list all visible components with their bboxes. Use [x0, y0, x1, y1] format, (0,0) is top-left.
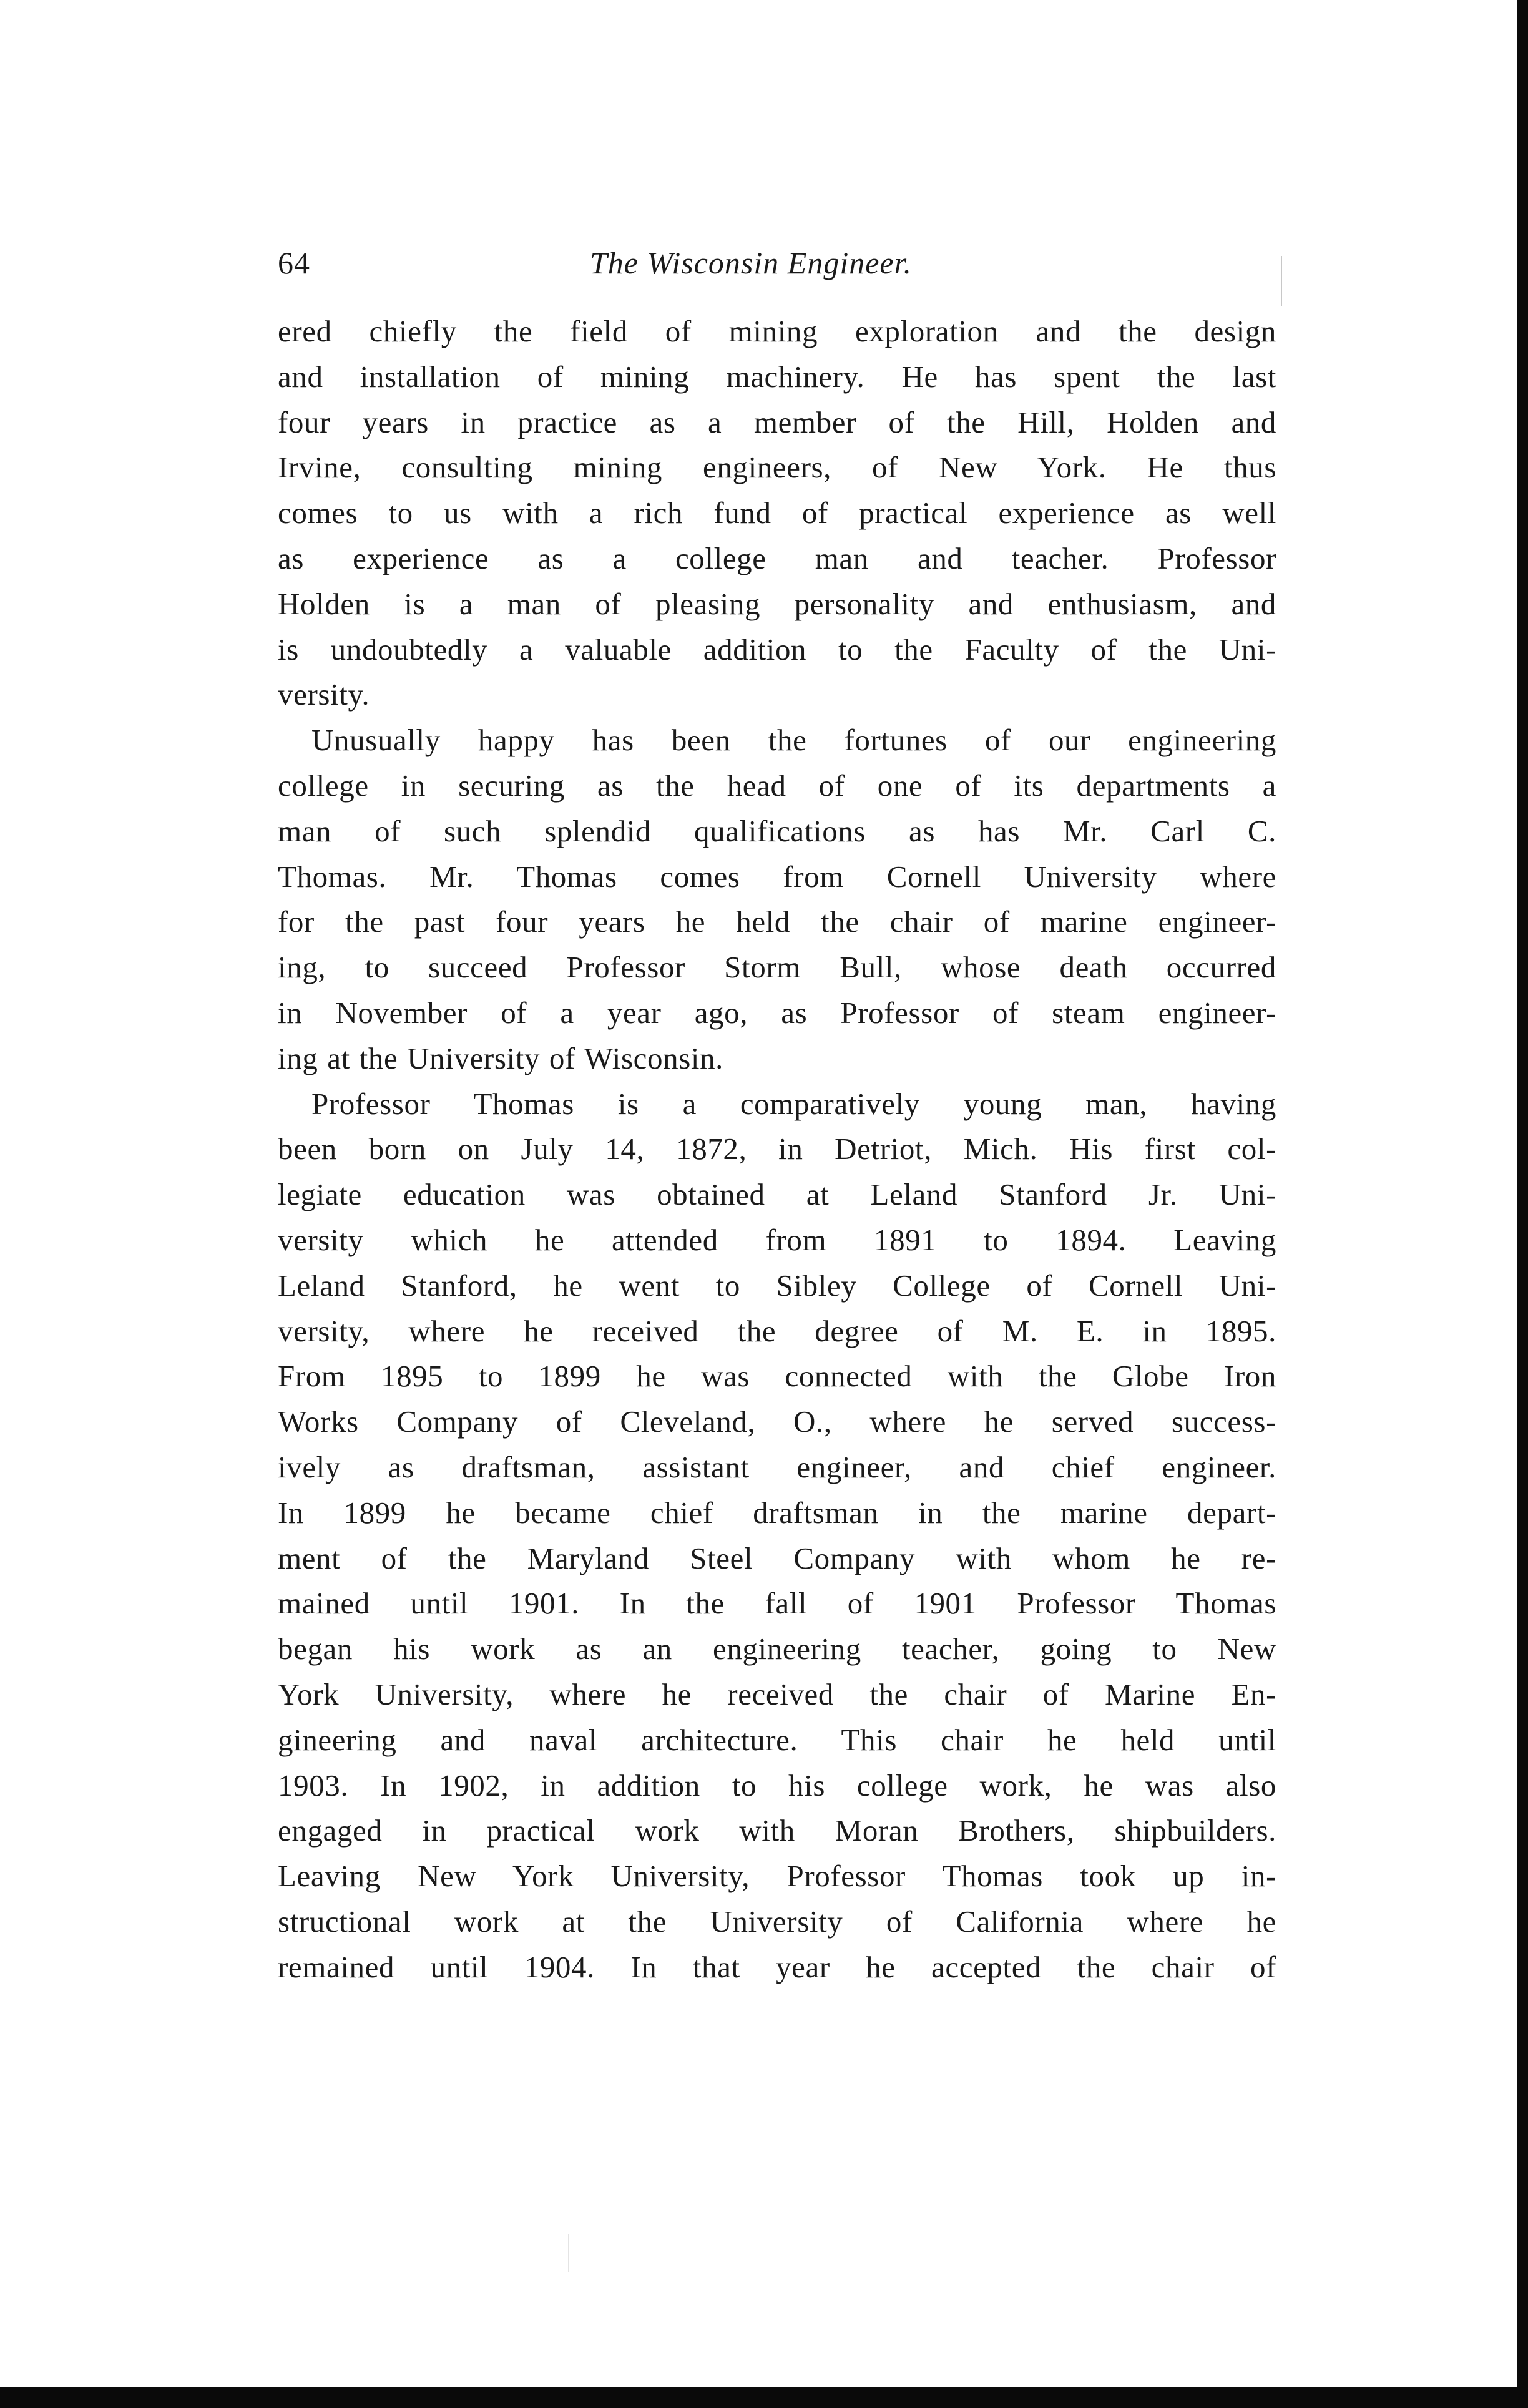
journal-title: The Wisconsin Engineer. — [590, 245, 913, 280]
text-line: structional work at the University of California where he — [278, 1904, 1276, 1939]
text-line: in November of a year ago, as Professor of steam engineer- — [278, 995, 1276, 1030]
text-line: Leaving New York University, Professor Thomas took up in- — [278, 1859, 1276, 1894]
scan-border-right — [1517, 0, 1528, 2408]
text-line: engaged in practical work with Moran Brothers, shipbuilders. — [278, 1813, 1276, 1848]
text-line: comes to us with a rich fund of practical experience as well — [278, 496, 1276, 531]
text-line: ing, to succeed Professor Storm Bull, whose death occurred — [278, 950, 1276, 985]
text-line: man of such splendid qualifications as has Mr. Carl C. — [278, 813, 1276, 848]
text-line: Leland Stanford, he went to Sibley College of Cornell Uni- — [278, 1268, 1276, 1303]
paragraph-2 — [278, 718, 1276, 1081]
text-line: been born on July 14, 1872, in Detriot, Mich. His first col- — [278, 1132, 1276, 1167]
page-number: 64 — [278, 245, 310, 280]
page — [278, 240, 1276, 1990]
text-line: college in securing as the head of one of its departments a — [278, 768, 1276, 803]
text-line: mained until 1901. In the fall of 1901 Professor Thomas — [278, 1586, 1276, 1621]
scan-speck-top — [1281, 256, 1282, 306]
text-line: remained until 1904. In that year he accepted the chair of — [278, 1949, 1276, 1984]
text-line: four years in practice as a member of the Hill, Holden and — [278, 404, 1276, 439]
scan-speck-bottom — [568, 2234, 569, 2272]
text-line: ment of the Maryland Steel Company with whom he re- — [278, 1540, 1276, 1575]
text-line: ively as draftsman, assistant engineer, and chief engineer. — [278, 1449, 1276, 1484]
text-line: Irvine, consulting mining engineers, of New York. He thus — [278, 450, 1276, 485]
running-head — [278, 240, 1276, 285]
text-line: versity which he attended from 1891 to 1894. Leaving — [278, 1222, 1276, 1257]
text-line: York University, where he received the chair of Marine En- — [278, 1676, 1276, 1711]
paragraph-3 — [278, 1082, 1276, 1990]
text-line: Thomas. Mr. Thomas comes from Cornell University where — [278, 859, 1276, 894]
text-line: ing at the University of Wisconsin. — [278, 1040, 724, 1075]
text-line: and installation of mining machinery. He has spent the last — [278, 359, 1276, 394]
text-line: ered chiefly the field of mining exploration and the design — [278, 314, 1276, 348]
paragraph-1 — [278, 309, 1276, 718]
text-line: gineering and naval architecture. This chair he held until — [278, 1722, 1276, 1757]
text-line: Holden is a man of pleasing personality and enthusiasm, and — [278, 586, 1276, 621]
text-line: In 1899 he became chief draftsman in the marine depart- — [278, 1495, 1276, 1530]
text-line: is undoubtedly a valuable addition to the Faculty of the Uni- — [278, 632, 1276, 667]
text-line: versity, where he received the degree of M. E. in 1895. — [278, 1313, 1276, 1348]
text-line: began his work as an engineering teacher, going to New — [278, 1632, 1276, 1667]
text-line: for the past four years he held the chair of marine engineer- — [278, 904, 1276, 939]
text-line: 1903. In 1902, in addition to his college work, he was also — [278, 1768, 1276, 1803]
text-line: Works Company of Cleveland, O., where he served success- — [278, 1404, 1276, 1439]
text-line: legiate education was obtained at Leland Stanford Jr. Uni- — [278, 1177, 1276, 1212]
article-body — [278, 309, 1276, 1990]
text-line: as experience as a college man and teacher. Professor — [278, 541, 1276, 575]
text-line: From 1895 to 1899 he was connected with the Globe Iron — [278, 1359, 1276, 1394]
text-line: versity. — [278, 677, 370, 712]
scan-border-bottom — [0, 2387, 1528, 2408]
text-line: Professor Thomas is a comparatively young man, having — [311, 1086, 1276, 1121]
text-line: Unusually happy has been the fortunes of our engineering — [311, 723, 1276, 758]
